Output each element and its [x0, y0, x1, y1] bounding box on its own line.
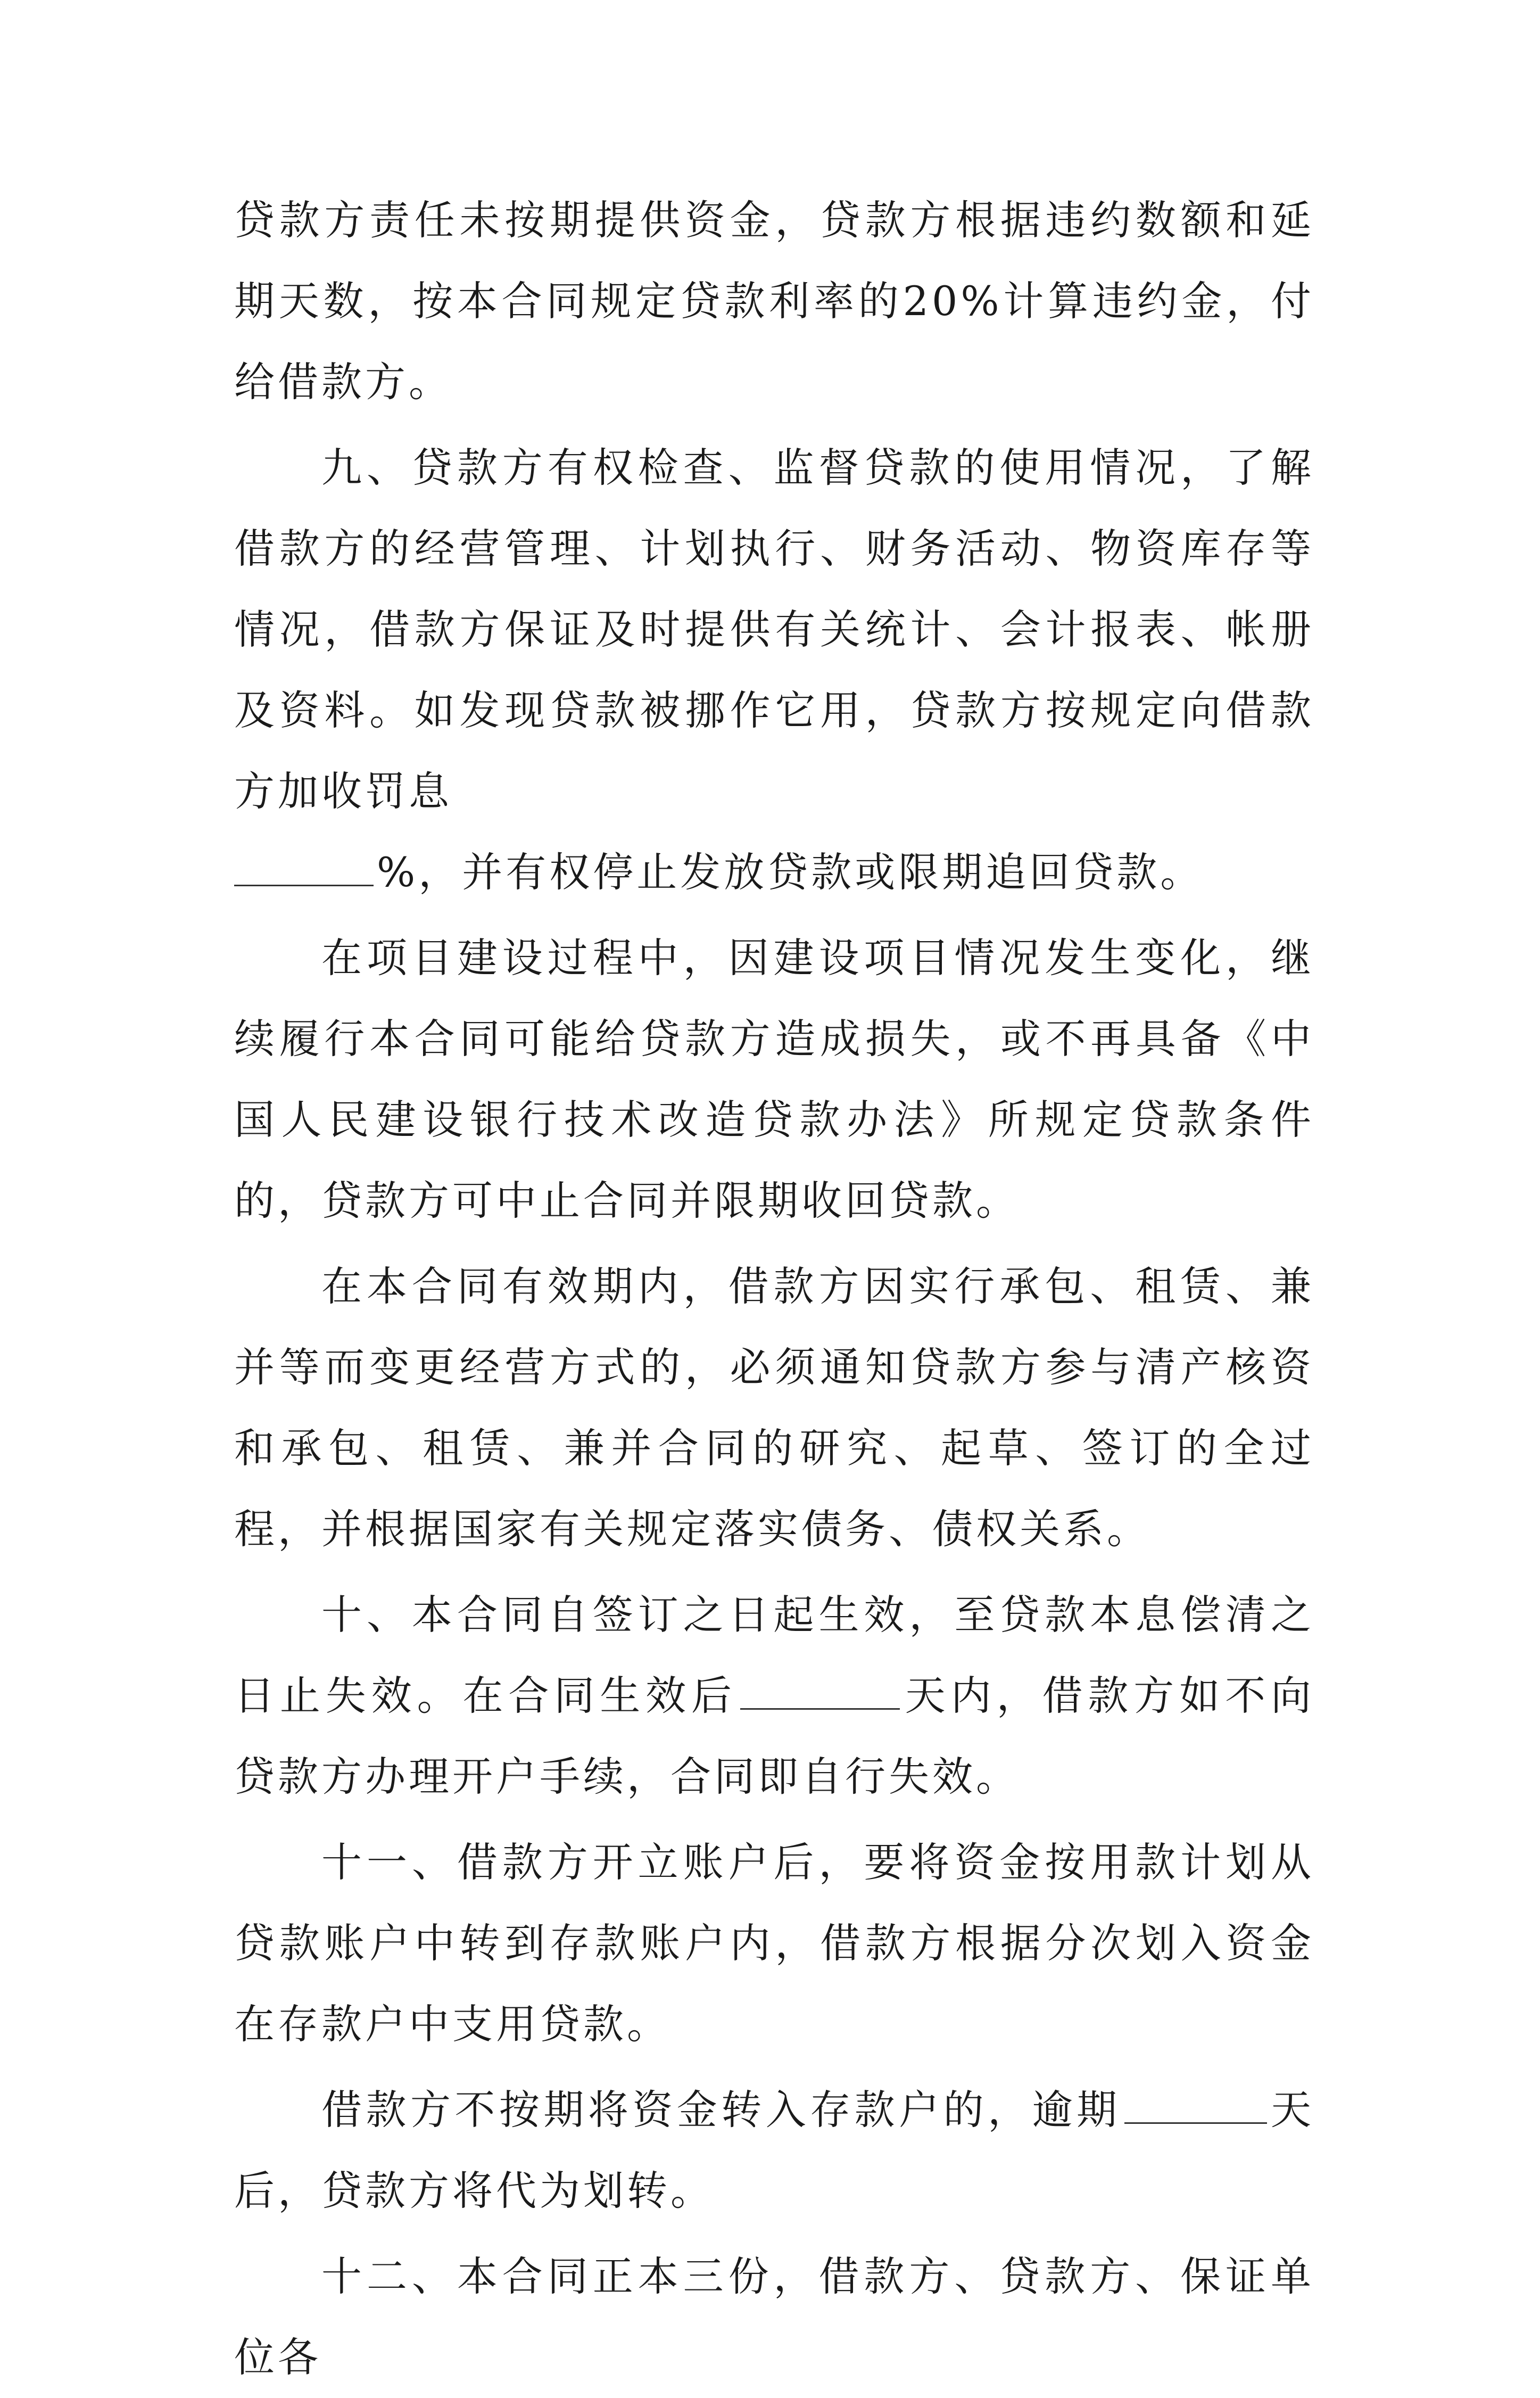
paragraph-clause-11: 十一、借款方开立账户后，要将资金按用款计划从贷款账户中转到存款账户内，借款方根据分次划入资金在存款户中支用贷款。: [234, 1839, 1314, 2048]
penalty-rate-blank: [234, 853, 374, 886]
clause-9-tail: %，并有权停止发放贷款或限期追回贷款。: [377, 848, 1204, 896]
paragraph-business-change: 在本合同有效期内，借款方因实行承包、租赁、兼并等而变更经营方式的，必须通知贷款方参与清产核资和承包、租赁、兼并合同的研究、起草、签订的全过程，并根据国家有关规定落实债务、债权关系。: [234, 1263, 1314, 1553]
paragraph-clause-10: [234, 1575, 1314, 1817]
contract-text: [234, 180, 1314, 2398]
clause-9-text: 九、贷款方有权检查、监督贷款的使用情况，了解借款方的经营管理、计划执行、财务活动、物资库存等情况，借款方保证及时提供有关统计、会计报表、帐册及资料。如发现贷款被挪作它用，贷款方按规定向借款方加收罚息: [234, 444, 1314, 815]
transfer-text: 借款方不按期将资金转入存款户的，逾期: [321, 2086, 1121, 2133]
clause-10-tail: 天内，借款方如不向贷款方办理开户手续，合同即自行失效。: [234, 1672, 1315, 1800]
paragraph-transfer: [234, 2070, 1314, 2231]
overdue-days-blank: [1124, 2090, 1267, 2124]
paragraph-project-change: 在项目建设过程中，因建设项目情况发生变化，继续履行本合同可能给贷款方造成损失，或不再具备《中国人民建设银行技术改造贷款办法》所规定贷款条件的，贷款方可中止合同并限期收回贷款。: [234, 934, 1314, 1224]
paragraph-penalty-interest: 贷款方责任未按期提供资金，贷款方根据违约数额和延期天数，按本合同规定贷款利率的20%计算违约金，付给借款方。: [234, 196, 1314, 406]
account-days-blank: [740, 1676, 900, 1710]
paragraph-clause-12: 十二、本合同正本三份，借款方、贷款方、保证单位各: [234, 2253, 1314, 2381]
paragraph-clause-9: [234, 427, 1314, 913]
clause-10-text: 十、本合同自签订之日起生效，至贷款本息偿清之日止失效。在合同生效后: [234, 1591, 1314, 1719]
transfer-tail: 天后，贷款方将代为划转。: [234, 2086, 1315, 2214]
